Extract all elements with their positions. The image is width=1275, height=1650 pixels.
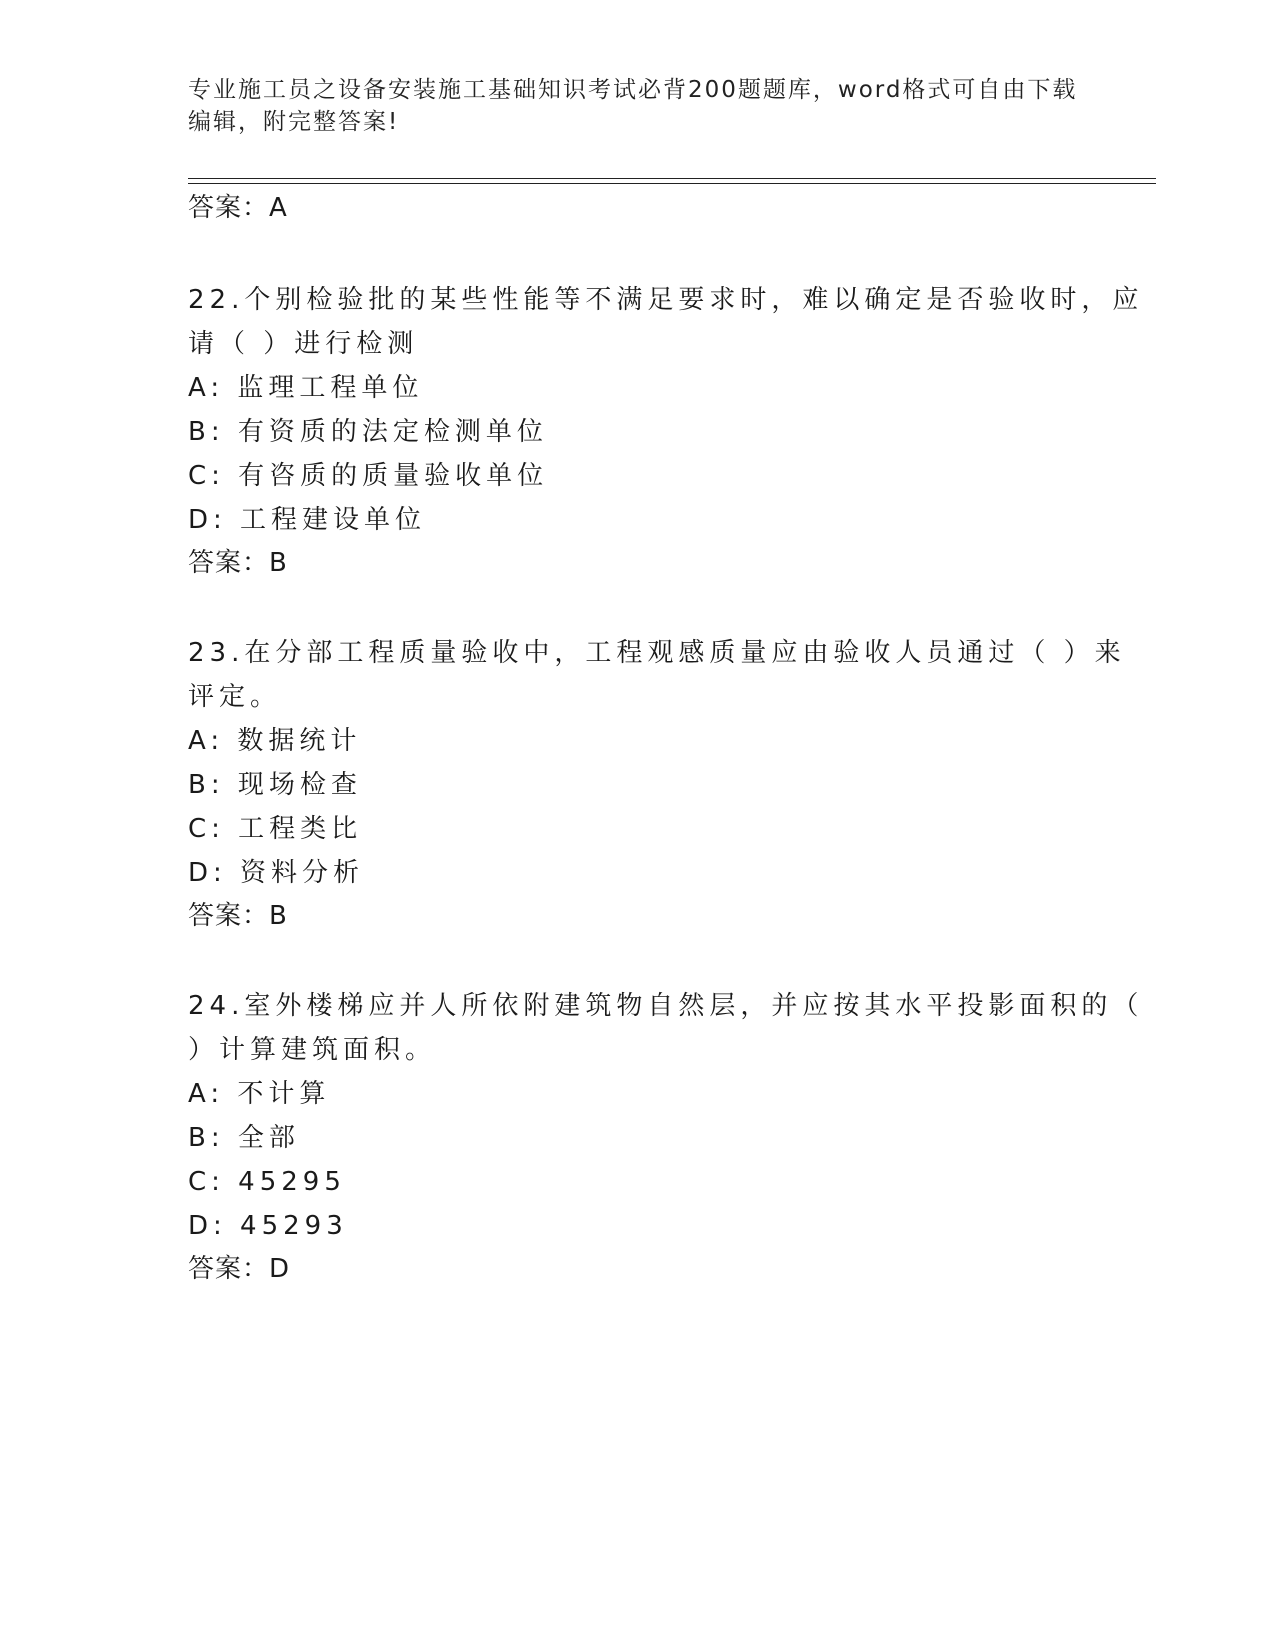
question-22-option-b: B: 有资质的法定检测单位 (188, 417, 548, 447)
question-24-option-c: C: 45295 (188, 1167, 346, 1197)
question-23-option-d: D: 资料分析 (188, 858, 365, 888)
question-24-option-b: B: 全部 (188, 1123, 300, 1153)
question-22-option-d: D: 工程建设单位 (188, 505, 427, 535)
question-24-stem-line-1: 24.室外楼梯应并人所依附建筑物自然层，并应按其水平投影面积的（ (188, 991, 1144, 1021)
header-divider-top (188, 178, 1156, 179)
question-24-option-a: A: 不计算 (188, 1079, 331, 1109)
question-24-answer: 答案：D (188, 1254, 291, 1284)
document-header (188, 74, 1088, 138)
question-22-answer: 答案：B (188, 548, 288, 578)
header-line-1: 专业施工员之设备安装施工基础知识考试必背200题题库，word格式可自由下载 (188, 77, 1078, 103)
question-23-stem-line-2: 评定。 (188, 682, 282, 712)
header-divider-bottom (188, 183, 1156, 184)
question-23-option-a: A: 数据统计 (188, 726, 362, 756)
question-23-option-c: C: 工程类比 (188, 814, 363, 844)
question-22-stem-line-1: 22.个别检验批的某些性能等不满足要求时，难以确定是否验收时，应 (188, 285, 1144, 315)
question-23-option-b: B: 现场检查 (188, 770, 362, 800)
question-24-stem-line-2: ）计算建筑面积。 (188, 1035, 437, 1065)
header-line-2: 编辑，附完整答案! (188, 109, 400, 135)
question-22-option-c: C: 有咨质的质量验收单位 (188, 461, 549, 491)
question-23-answer: 答案：B (188, 901, 288, 931)
question-23-stem-line-1: 23.在分部工程质量验收中，工程观感质量应由验收人员通过（ ）来 (188, 638, 1126, 668)
question-22-option-a: A: 监理工程单位 (188, 373, 424, 403)
question-22-stem-line-2: 请（ ）进行检测 (188, 329, 419, 359)
previous-answer: 答案：A (188, 193, 288, 223)
question-24-option-d: D: 45293 (188, 1211, 348, 1241)
